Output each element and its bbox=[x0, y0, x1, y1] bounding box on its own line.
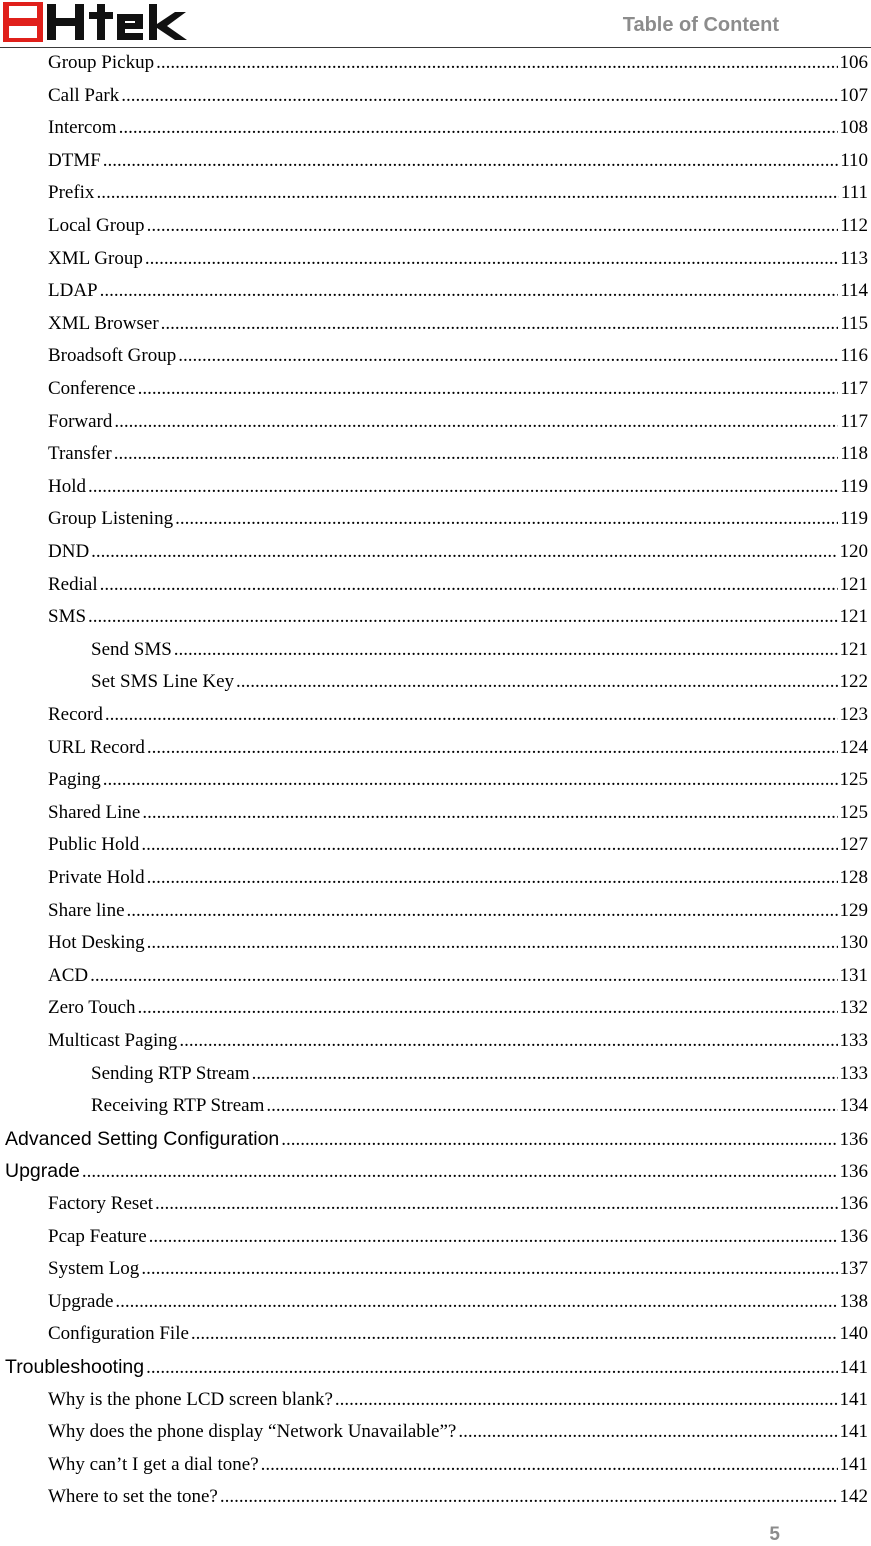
toc-dot-leader bbox=[266, 1095, 837, 1117]
toc-entry-page: 142 bbox=[839, 1486, 868, 1508]
toc-dot-leader bbox=[281, 1128, 837, 1151]
toc-entry-title: Redial bbox=[48, 573, 98, 595]
toc-dot-leader bbox=[156, 52, 837, 74]
toc-entry-title: DTMF bbox=[48, 149, 101, 171]
toc-entry[interactable] bbox=[48, 737, 868, 765]
toc-entry-title: Private Hold bbox=[48, 867, 145, 888]
toc-entry-title: Call Park bbox=[48, 84, 120, 106]
toc-entry[interactable] bbox=[48, 574, 868, 602]
toc-entry[interactable] bbox=[48, 52, 868, 80]
toc-entry-page: 117 bbox=[840, 378, 868, 399]
toc-entry-title: Share line bbox=[48, 899, 125, 921]
toc-dot-leader bbox=[103, 769, 838, 791]
toc-entry[interactable] bbox=[48, 769, 868, 797]
toc-entry-title: Configuration File bbox=[48, 1323, 189, 1345]
toc-dot-leader bbox=[90, 965, 837, 987]
toc-entry-page: 125 bbox=[839, 801, 868, 823]
toc-entry-title: Record bbox=[48, 704, 103, 725]
toc-entry-page: 124 bbox=[839, 736, 868, 758]
toc-entry[interactable] bbox=[48, 508, 868, 536]
toc-entry-title: Intercom bbox=[48, 117, 117, 139]
toc-dot-leader bbox=[82, 1160, 838, 1183]
toc-dot-leader bbox=[220, 1486, 838, 1508]
toc-entry-title: Pcap Feature bbox=[48, 1225, 147, 1247]
toc-entry-page: 141 bbox=[839, 1453, 868, 1475]
toc-entry-page: 133 bbox=[839, 1062, 868, 1084]
toc-dot-leader bbox=[96, 182, 838, 204]
toc-entry-title: SMS bbox=[48, 606, 87, 628]
page-header bbox=[0, 0, 871, 50]
toc-dot-leader bbox=[179, 1030, 837, 1052]
toc-entry-page: 119 bbox=[840, 475, 868, 497]
toc-entry-title: Upgrade bbox=[48, 1290, 114, 1312]
toc-entry-page: 130 bbox=[839, 932, 868, 954]
toc-entry-title: Prefix bbox=[48, 182, 95, 204]
toc-entry[interactable] bbox=[91, 1063, 868, 1091]
toc-entry[interactable] bbox=[48, 248, 868, 276]
header-title: Table of Content bbox=[622, 14, 779, 36]
toc-dot-leader bbox=[100, 574, 838, 596]
toc-dot-leader bbox=[141, 1258, 837, 1280]
toc-entry-title: Advanced Setting Configuration bbox=[5, 1127, 280, 1150]
toc-dot-leader bbox=[103, 150, 838, 172]
toc-entry[interactable] bbox=[48, 1389, 868, 1417]
toc-entry[interactable] bbox=[48, 1454, 868, 1482]
toc-entry-page: 136 bbox=[839, 1161, 868, 1183]
toc-dot-leader bbox=[138, 997, 838, 1019]
toc-entry-title: ACD bbox=[48, 964, 89, 986]
toc-entry-title: Set SMS Line Key bbox=[91, 671, 235, 693]
toc-entry[interactable] bbox=[48, 378, 868, 406]
toc-dot-leader bbox=[142, 802, 837, 824]
toc-dot-leader bbox=[141, 834, 837, 856]
toc-entry[interactable] bbox=[5, 1356, 868, 1384]
toc-entry-page: 136 bbox=[839, 1128, 868, 1150]
toc-entry-page: 118 bbox=[840, 443, 868, 465]
toc-entry-title: Why is the phone LCD screen blank? bbox=[48, 1388, 333, 1410]
toc-dot-leader bbox=[155, 1193, 837, 1215]
toc-entry[interactable] bbox=[48, 541, 868, 569]
toc-entry[interactable] bbox=[48, 834, 868, 862]
toc-entry[interactable] bbox=[48, 1323, 868, 1351]
toc-entry-title: Troubleshooting bbox=[5, 1356, 145, 1378]
toc-entry[interactable] bbox=[91, 1095, 868, 1123]
toc-entry[interactable] bbox=[48, 1421, 868, 1449]
toc-entry-title: DND bbox=[48, 541, 90, 562]
toc-dot-leader bbox=[105, 704, 838, 726]
toc-dot-leader bbox=[145, 248, 838, 270]
toc-entry[interactable] bbox=[48, 867, 868, 895]
toc-dot-leader bbox=[119, 117, 838, 139]
toc-entry-title: Multicast Paging bbox=[48, 1030, 178, 1051]
toc-entry-title: Factory Reset bbox=[48, 1193, 154, 1214]
toc-dot-leader bbox=[191, 1323, 838, 1345]
toc-dot-leader bbox=[138, 378, 839, 400]
toc-entry-page: 131 bbox=[839, 964, 868, 986]
page-number: 5 bbox=[769, 1524, 780, 1545]
toc-entry[interactable] bbox=[48, 150, 868, 178]
toc-entry-page: 122 bbox=[839, 671, 868, 693]
toc-entry-page: 121 bbox=[839, 606, 868, 628]
toc-dot-leader bbox=[146, 1356, 837, 1379]
toc-entry-page: 137 bbox=[839, 1258, 868, 1280]
toc-entry-page: 112 bbox=[840, 215, 868, 236]
toc-dot-leader bbox=[88, 476, 838, 498]
toc-entry-page: 138 bbox=[839, 1290, 868, 1312]
toc-entry-page: 108 bbox=[839, 117, 868, 139]
toc-dot-leader bbox=[88, 606, 837, 628]
toc-entry[interactable] bbox=[48, 606, 868, 634]
toc-entry-page: 121 bbox=[839, 573, 868, 595]
toc-dot-leader bbox=[100, 280, 839, 302]
toc-entry-title: Why does the phone display “Network Unavailable”? bbox=[48, 1421, 457, 1443]
toc-dot-leader bbox=[149, 1226, 838, 1248]
toc-entry-page: 125 bbox=[839, 769, 868, 791]
toc-entry[interactable] bbox=[48, 1486, 868, 1514]
toc-entry[interactable] bbox=[48, 411, 868, 439]
toc-entry[interactable] bbox=[48, 1258, 868, 1286]
toc-entry-page: 106 bbox=[839, 52, 868, 73]
toc-dot-leader bbox=[175, 508, 838, 530]
toc-entry[interactable] bbox=[48, 932, 868, 960]
toc-entry-title: XML Group bbox=[48, 247, 143, 269]
toc-entry[interactable] bbox=[48, 476, 868, 504]
toc-entry-page: 134 bbox=[839, 1095, 868, 1117]
toc-entry-page: 123 bbox=[839, 704, 868, 725]
toc-dot-leader bbox=[147, 215, 839, 237]
toc-dot-leader bbox=[335, 1389, 838, 1411]
toc-dot-leader bbox=[161, 313, 839, 335]
toc-entry[interactable] bbox=[48, 1226, 868, 1254]
toc-entry-page: 107 bbox=[839, 84, 868, 106]
toc-dot-leader bbox=[252, 1063, 838, 1085]
toc-entry-title: System Log bbox=[48, 1258, 140, 1280]
toc-entry-title: Receiving RTP Stream bbox=[91, 1095, 265, 1117]
htek-logo bbox=[3, 2, 191, 42]
toc-dot-leader bbox=[121, 85, 837, 107]
toc-dot-leader bbox=[147, 932, 838, 954]
toc-dot-leader bbox=[127, 900, 838, 922]
toc-entry-page: 121 bbox=[839, 638, 868, 660]
toc-dot-leader bbox=[147, 867, 838, 889]
toc-dot-leader bbox=[91, 541, 837, 563]
toc-entry-title: Zero Touch bbox=[48, 997, 136, 1019]
toc-entry-title: Sending RTP Stream bbox=[91, 1062, 250, 1084]
toc-entry-page: 115 bbox=[840, 312, 868, 334]
toc-entry-title: Upgrade bbox=[5, 1160, 80, 1183]
toc-dot-leader bbox=[261, 1454, 838, 1476]
toc-entry-title: URL Record bbox=[48, 736, 145, 758]
toc-entry[interactable] bbox=[48, 117, 868, 145]
toc-entry[interactable] bbox=[48, 280, 868, 308]
toc-entry[interactable] bbox=[48, 1030, 868, 1058]
toc-entry[interactable] bbox=[48, 802, 868, 830]
toc-entry-page: 117 bbox=[840, 410, 868, 432]
toc-entry-title: Hot Desking bbox=[48, 932, 145, 954]
toc-entry-title: Shared Line bbox=[48, 801, 141, 823]
toc-entry[interactable] bbox=[48, 313, 868, 341]
toc-entry-title: Where to set the tone? bbox=[48, 1486, 218, 1508]
toc-entry[interactable] bbox=[48, 704, 868, 732]
toc-dot-leader bbox=[115, 1291, 837, 1313]
toc-entry[interactable] bbox=[48, 85, 868, 113]
toc-entry[interactable] bbox=[48, 182, 868, 210]
toc-entry-title: XML Browser bbox=[48, 312, 159, 334]
toc-entry-page: 128 bbox=[839, 867, 868, 888]
toc-dot-leader bbox=[147, 737, 838, 759]
toc-entry-page: 132 bbox=[839, 997, 868, 1019]
toc-entry-page: 120 bbox=[839, 541, 868, 562]
toc-entry[interactable] bbox=[48, 1291, 868, 1319]
toc-entry-title: Why can’t I get a dial tone? bbox=[48, 1453, 259, 1475]
toc-dot-leader bbox=[114, 411, 838, 433]
toc-entry-title: Paging bbox=[48, 769, 101, 791]
toc-entry-page: 113 bbox=[840, 247, 868, 269]
toc-entry[interactable] bbox=[91, 639, 868, 667]
toc-entry[interactable] bbox=[48, 965, 868, 993]
toc-entry-page: 116 bbox=[840, 345, 868, 367]
toc-entry-page: 111 bbox=[840, 182, 868, 204]
toc-entry-page: 129 bbox=[839, 899, 868, 921]
toc-entry-title: Forward bbox=[48, 410, 113, 432]
toc-entry-page: 136 bbox=[839, 1193, 868, 1214]
toc-entry-page: 141 bbox=[839, 1357, 868, 1378]
toc-entry-title: Local Group bbox=[48, 215, 145, 236]
toc-entry-title: Group Listening bbox=[48, 508, 174, 530]
toc-entry-page: 140 bbox=[839, 1323, 868, 1345]
toc-entry-page: 119 bbox=[840, 508, 868, 530]
toc-entry[interactable] bbox=[48, 345, 868, 373]
toc-entry[interactable] bbox=[48, 443, 868, 471]
toc-entry-page: 136 bbox=[839, 1225, 868, 1247]
toc-entry-title: Transfer bbox=[48, 443, 112, 465]
toc-entry-title: Hold bbox=[48, 475, 86, 497]
toc-entry-title: Send SMS bbox=[91, 638, 172, 660]
toc-dot-leader bbox=[458, 1421, 837, 1443]
toc-entry[interactable] bbox=[91, 671, 868, 699]
toc-entry[interactable] bbox=[5, 1128, 868, 1156]
header-divider bbox=[0, 47, 871, 48]
toc-entry-title: LDAP bbox=[48, 280, 98, 302]
toc-entry-title: Conference bbox=[48, 378, 136, 399]
toc-entry[interactable] bbox=[48, 215, 868, 243]
toc-entry-page: 141 bbox=[839, 1388, 868, 1410]
toc-entry-page: 141 bbox=[839, 1421, 868, 1443]
toc-entry-title: Broadsoft Group bbox=[48, 345, 177, 367]
toc-entry[interactable] bbox=[48, 900, 868, 928]
toc-entry-title: Public Hold bbox=[48, 834, 140, 856]
toc-entry-page: 110 bbox=[840, 149, 868, 171]
toc-entry[interactable] bbox=[48, 997, 868, 1025]
toc-dot-leader bbox=[236, 671, 837, 693]
toc-entry-title: Group Pickup bbox=[48, 52, 155, 73]
toc-dot-leader bbox=[114, 443, 839, 465]
toc-entry-page: 133 bbox=[839, 1030, 868, 1051]
toc-dot-leader bbox=[178, 345, 838, 367]
toc-dot-leader bbox=[174, 639, 838, 661]
toc-entry-page: 114 bbox=[840, 280, 868, 302]
toc-entry-page: 127 bbox=[839, 834, 868, 856]
toc-entry[interactable] bbox=[5, 1160, 868, 1188]
toc-entry[interactable] bbox=[48, 1193, 868, 1221]
